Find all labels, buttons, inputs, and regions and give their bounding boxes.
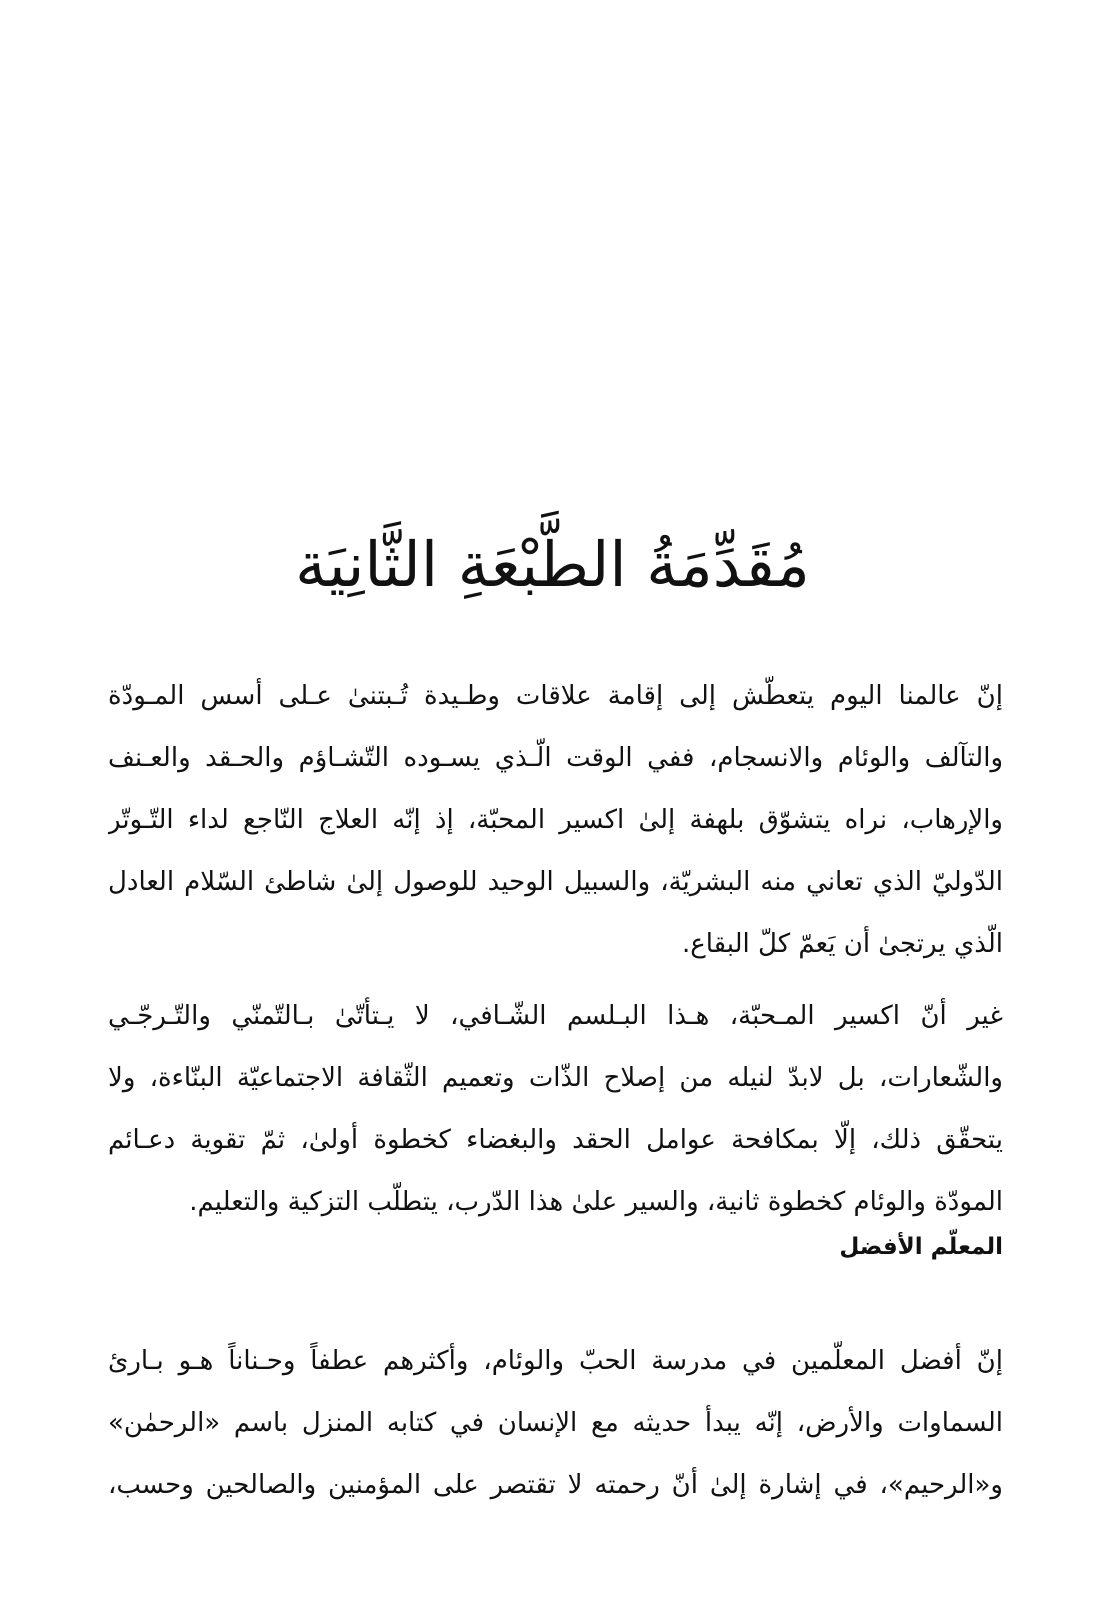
paragraph-2 [108,985,1003,1233]
paragraph-line: والتآلف والوئام والانسجام، ففي الوقت الّـذي يسـوده التّشـاؤم والحـقد والعـنف [108,743,1003,773]
paragraph-line: إنّ عالمنا اليوم يتعطّش إلى إقامة علاقات وطـيدة تُـبتنىٰ عـلى أسس المـودّة [108,681,1003,711]
paragraph-line: الدّوليّ الذي تعاني منه البشريّة، والسبيل الوحيد للوصول إلىٰ شاطئ السّلام العادل [108,867,1003,897]
paragraph-line: الّذي يرتجىٰ أن يَعمّ كلّ البقاع. [681,929,1003,959]
paragraph-3 [108,1330,1003,1516]
paragraph-line: والإرهاب، نراه يتشوّق بلهفة إلىٰ اكسير المحبّة، إذ إنّه العلاج النّاجع لداء التّـوتّر [108,805,1003,835]
paragraph-line: المودّة والوئام كخطوة ثانية، والسير علىٰ هذا الدّرب، يتطلّب التزكية والتعليم. [189,1187,1003,1217]
page-title: مُقَدِّمَةُ الطَّبْعَةِ الثَّانِيَة [295,528,810,601]
section-heading: المعلّم الأفضل [839,1234,1003,1260]
paragraph-line: يتحقّق ذلك، إلّا بمكافحة عوامل الحقد والبغضاء كخطوة أولىٰ، ثمّ تقوية دعـائم [108,1125,1003,1155]
paragraph-line: إنّ أفضل المعلّمين في مدرسة الحبّ والوئام، وأكثرهم عطفاً وحـناناً هـو بـارئ [108,1346,1003,1376]
paragraph-1 [108,665,1003,975]
paragraph-line: والشّعارات، بل لابدّ لنيله من إصلاح الذّات وتعميم الثّقافة الاجتماعيّة البنّاءة، ولا [108,1063,1003,1093]
paragraph-line: و«الرحيم»، في إشارة إلىٰ أنّ رحمته لا تقتصر على المؤمنين والصالحين وحسب، [108,1470,1003,1500]
paragraph-line: غير أنّ اكسير المـحبّة، هـذا البـلسم الشّـافي، لا يـتأتّىٰ بـالتّمنّي والتّـرجّـي [108,1001,1003,1031]
paragraph-line: السماوات والأرض، إنّه يبدأ حديثه مع الإنسان في كتابه المنزل باسم «الرحمٰن» [108,1408,1003,1438]
